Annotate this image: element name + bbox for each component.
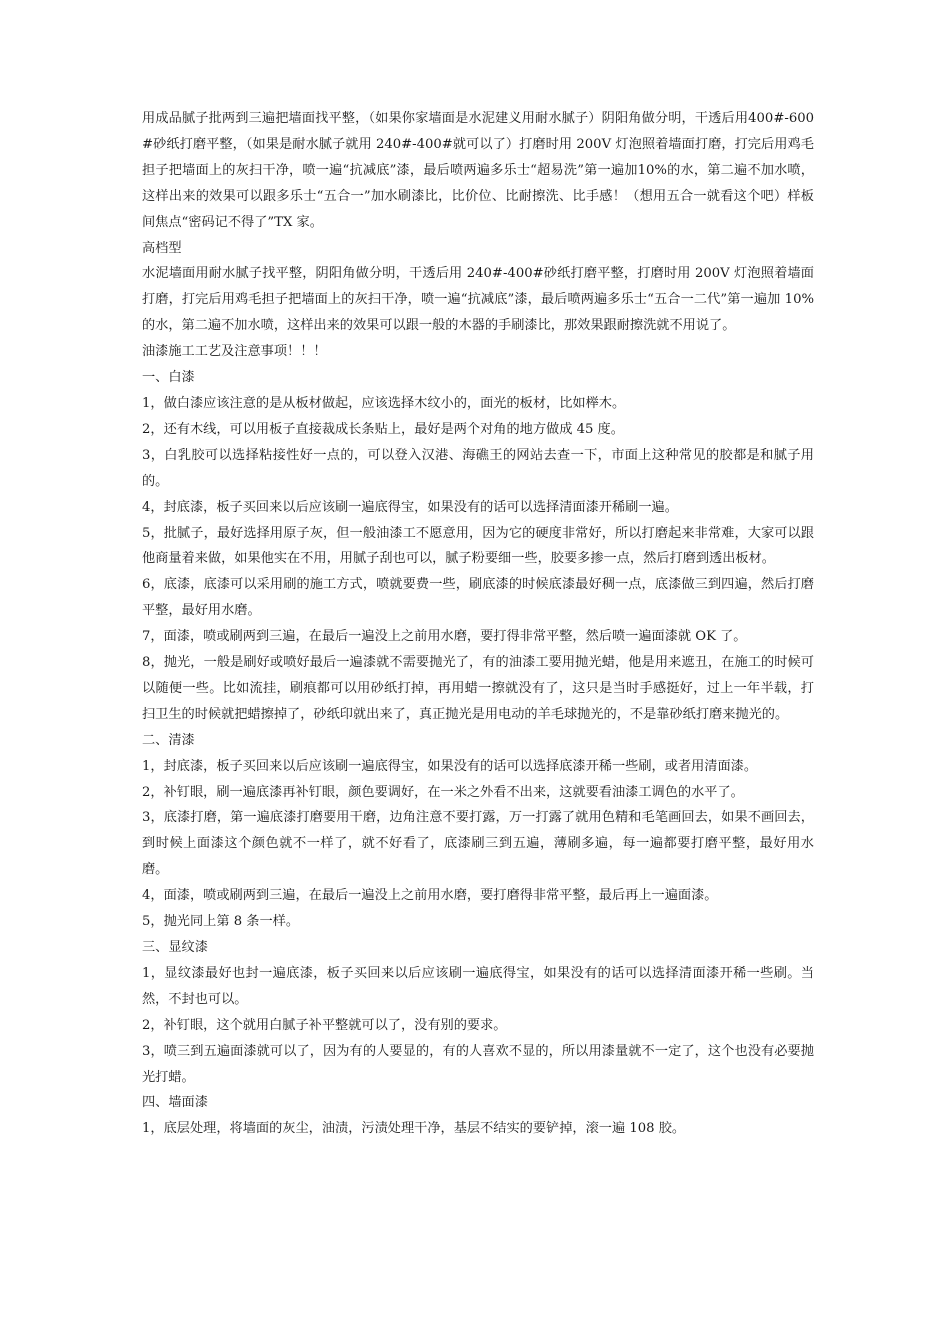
grade-heading: 高档型 [142,240,182,256]
section-heading-wall-paint: 四、墙面漆 [142,1095,208,1111]
section-heading-grain-paint: 三、显纹漆 [142,940,208,955]
grain-paint-item: 3，喷三到五遍面漆就可以了，因为有的人要显的，有的人喜欢不显的，所以用漆量就不一定了，这个也没有必要抛光打蜡。 [142,1043,814,1085]
clear-paint-item: 5，抛光同上第 8 条一样。 [142,914,300,930]
section-heading-clear-paint: 二、清漆 [142,732,195,748]
white-paint-item: 5，批腻子，最好选择用原子灰，但一般油漆工不愿意用，因为它的硬度非常好，所以打磨起来非常难，大家可以跟他商量着来做，如果他实在不用，用腻子刮也可以，腻子粉要细一些，胶要多掺一点，然后打磨到透出板材。 [142,525,814,567]
white-paint-item: 2，还有木线，可以用板子直接裁成长条贴上，最好是两个对角的地方做成 45 度。 [142,421,624,437]
white-paint-item: 4，封底漆，板子买回来以后应该刷一遍底得宝，如果没有的话可以选择清面漆开稀刷一遍。 [142,499,678,515]
grain-paint-item: 2，补钉眼，这个就用白腻子补平整就可以了，没有别的要求。 [142,1017,507,1033]
clear-paint-item: 4，面漆，喷或刷两到三遍，在最后一遍没上之前用水磨，要打磨得非常平整，最后再上一遍面漆。 [142,888,718,904]
intro-paragraph-1: 用成品腻子批两到三遍把墙面找平整，（如果你家墙面是水泥建义用耐水腻子）阴阳角做分明，干透后用400#-600#砂纸打磨平整，（如果是耐水腻子就用 240#-400#就可以了）打磨时用 200V 灯泡照着墙面打磨，打完后用鸡毛担子把墙面上的灰扫干净，喷一遍“抗减底”漆，最后喷两遍多乐士“超易洗”第一遍加10%的水，第二遍不加水喷，这样出来的效果可以跟多乐士“五合一”加水刷漆比，比价位、比耐擦洗、比手感！（想用五合一就看这个吧）样板间焦点“密码记不得了”TX 家。 [142,111,814,230]
white-paint-item: 3，白乳胶可以选择粘接性好一点的，可以登入汉港、海礁王的网站去查一下，市面上这种常见的胶都是和腻子用的。 [142,447,814,489]
clear-paint-item: 1，封底漆，板子买回来以后应该刷一遍底得宝，如果没有的话可以选择底漆开稀一些刷，或者用清面漆。 [142,758,758,774]
white-paint-item: 6，底漆，底漆可以采用刷的施工方式，喷就要费一些，刷底漆的时候底漆最好稠一点，底漆做三到四遍，然后打磨平整，最好用水磨。 [142,577,814,619]
section-heading-white-paint: 一、白漆 [142,370,195,386]
document-page [142,106,814,1142]
grain-paint-item: 1，显纹漆最好也封一遍底漆，板子买回来以后应该刷一遍底得宝，如果没有的话可以选择清面漆开稀一些刷。当然，不封也可以。 [142,965,814,1007]
clear-paint-item: 3，底漆打磨，第一遍底漆打磨要用干磨，边角注意不要打露，万一打露了就用色精和毛笔画回去，如果不画回去，到时候上面漆这个颜色就不一样了，就不好看了，底漆刷三到五遍，薄刷多遍，每一遍都要打磨平整，最好用水磨。 [142,810,814,878]
white-paint-item: 7，面漆，喷或刷两到三遍，在最后一遍没上之前用水磨，要打得非常平整，然后喷一遍面漆就 OK 了。 [142,629,747,645]
white-paint-item: 8，抛光，一般是刷好或喷好最后一遍漆就不需要抛光了，有的油漆工要用抛光蜡，他是用来遮丑，在施工的时候可以随便一些。比如流挂，刷痕都可以用砂纸打掉，再用蜡一擦就没有了，这只是当时手感挺好，过上一年半载，打扫卫生的时候就把蜡擦掉了，砂纸印就出来了，真正抛光是用电动的羊毛球抛光的，不是靠砂纸打磨来抛光的。 [142,655,814,722]
white-paint-item: 1，做白漆应该注意的是从板材做起，应该选择木纹小的，面光的板材，比如榉木。 [142,395,626,411]
intro-paragraph-2: 水泥墙面用耐水腻子找平整，阴阳角做分明，干透后用 240#-400#砂纸打磨平整，打磨时用 200V 灯泡照着墙面打磨，打完后用鸡毛担子把墙面上的灰扫干净，喷一遍“抗减底”漆，最后喷两遍多乐士“五合一二代”第一遍加 10%的水，第二遍不加水喷，这样出来的效果可以跟一般的木器的手刷漆比，那效果跟耐擦洗就不用说了。 [142,266,814,334]
document-title: 油漆施工工艺及注意事项！！！ [142,344,327,360]
wall-paint-item: 1，底层处理，将墙面的灰尘，油渍，污渍处理干净，基层不结实的要铲掉，滚一遍 108 胶。 [142,1121,686,1137]
clear-paint-item: 2，补钉眼，刷一遍底漆再补钉眼，颜色要调好，在一米之外看不出来，这就要看油漆工调色的水平了。 [142,784,744,800]
